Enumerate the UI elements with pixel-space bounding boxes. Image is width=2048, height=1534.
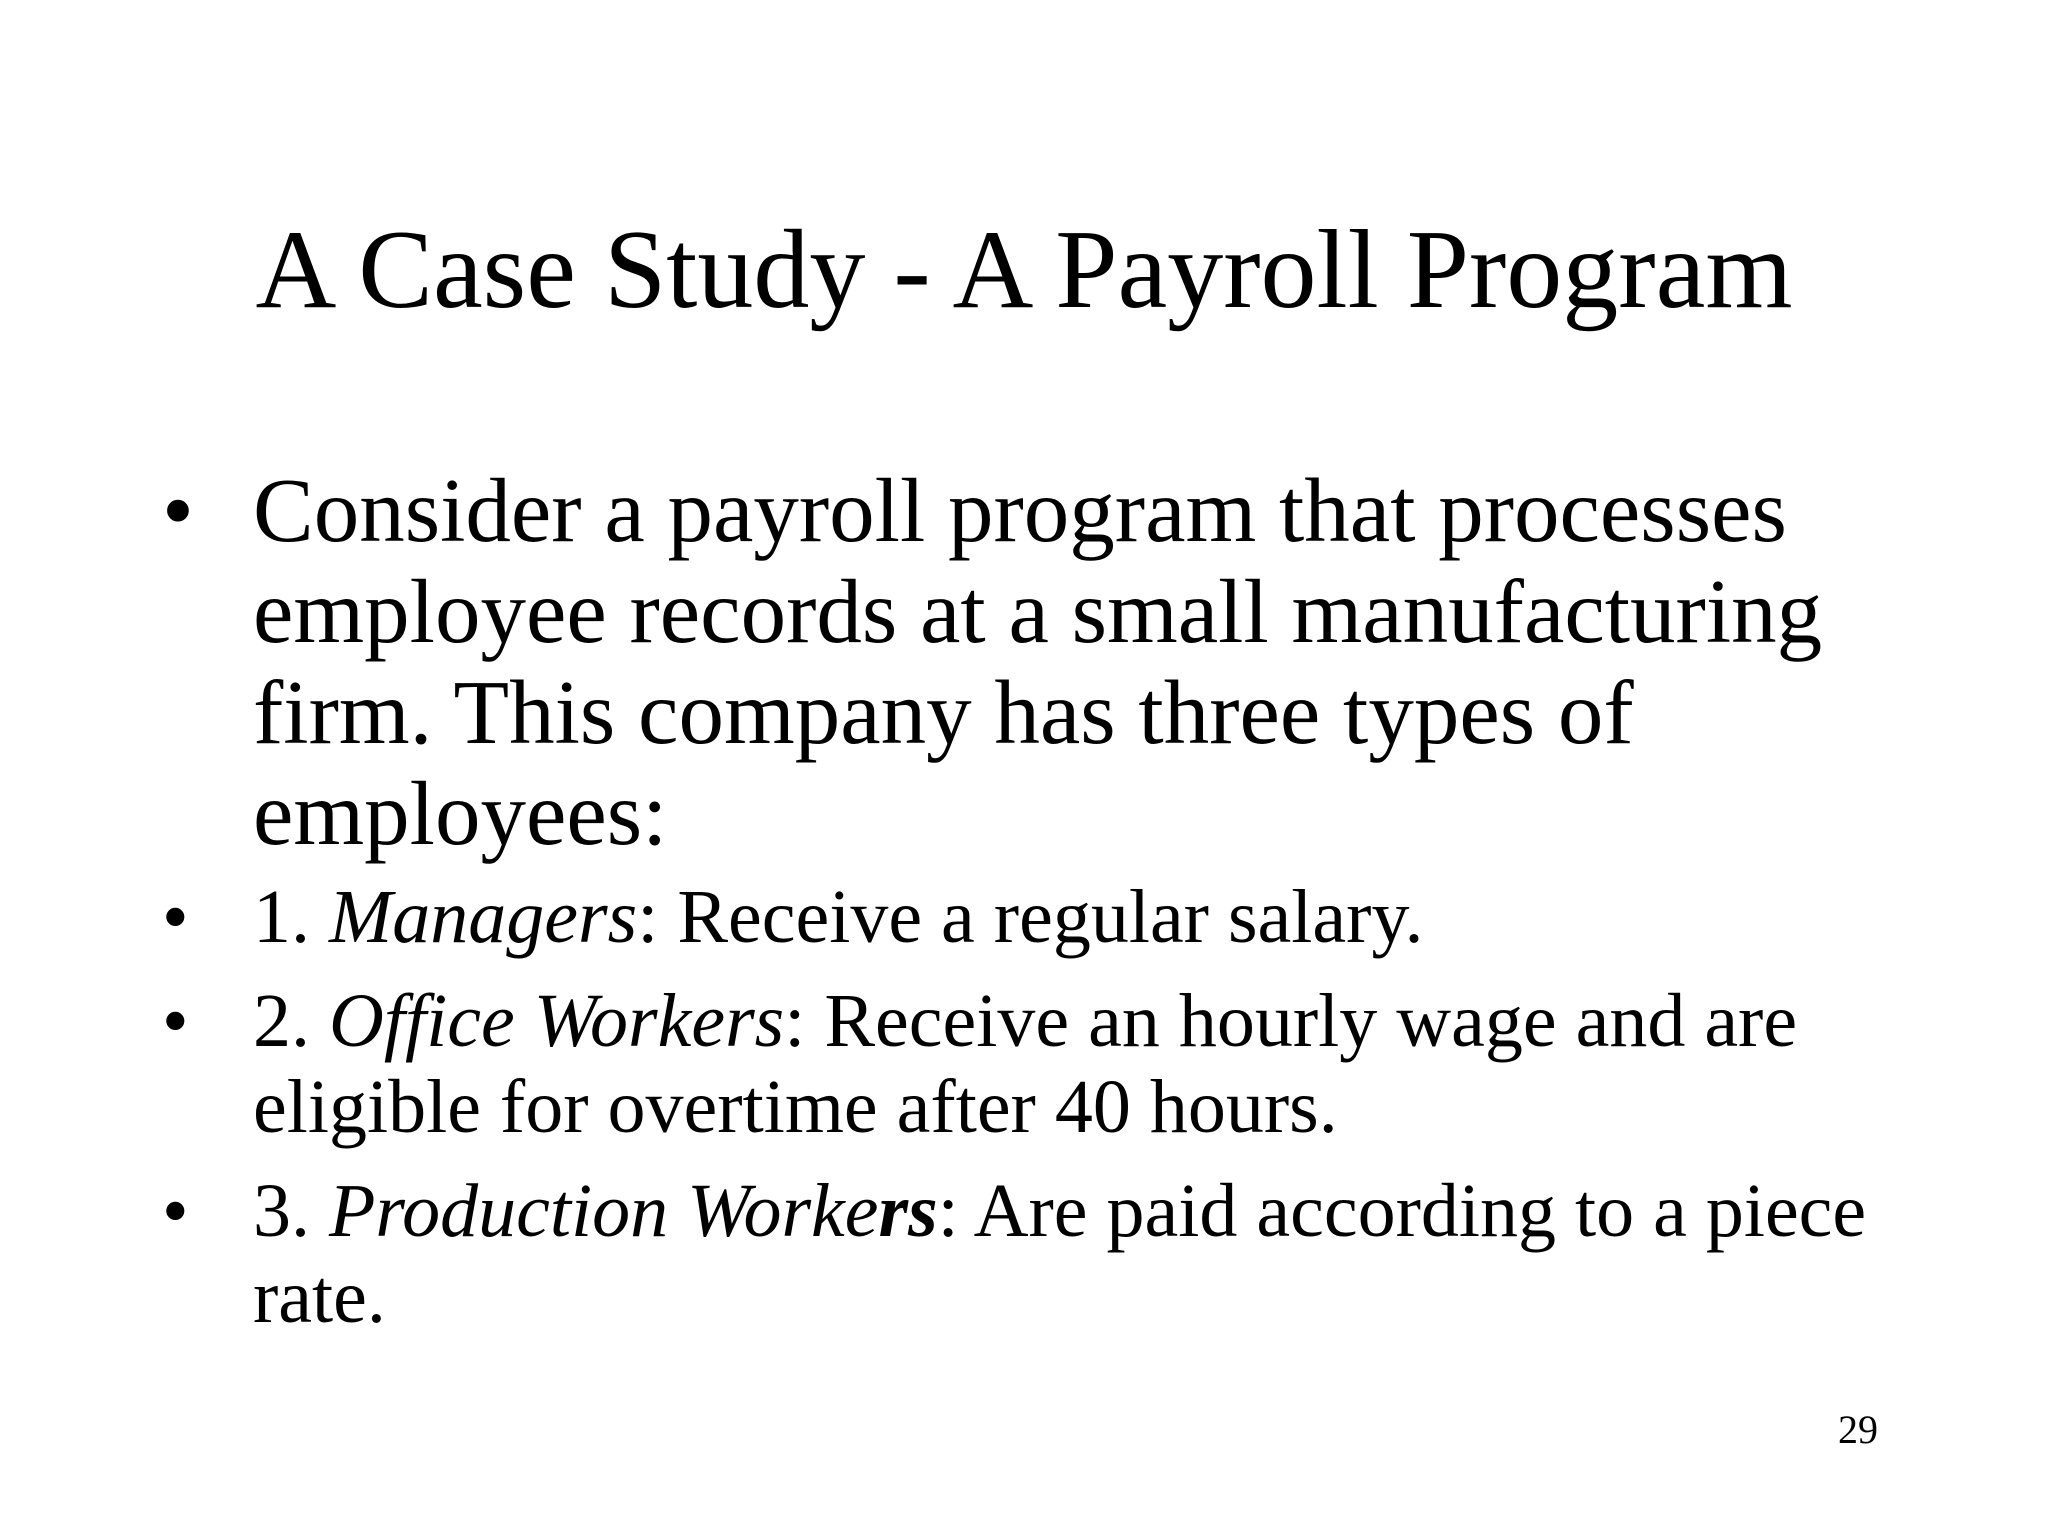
- page-number: 29: [1838, 1407, 1878, 1452]
- bullet-intro-text: Consider a payroll program that processes employee records at a small manufacturing firm. This company has three types of employees:: [253, 460, 1823, 864]
- bullet-dot: •: [162, 1169, 189, 1253]
- bullet-dot: •: [162, 875, 189, 959]
- slide-title: A Case Study - A Payroll Program: [255, 208, 1793, 332]
- bullet-dot: •: [162, 979, 189, 1063]
- term-office-workers: Office Workers: [329, 979, 785, 1063]
- bullet-office-workers: [160, 978, 1880, 1150]
- bullet-managers: [160, 874, 1880, 960]
- bullet-dot: •: [162, 460, 194, 561]
- term-managers: Managers: [329, 875, 638, 959]
- bullet-production-workers: [160, 1168, 1880, 1340]
- term-production-workers-bold-suffix: rs: [878, 1169, 938, 1253]
- bullet-text: : Receive an hourly wage and are eligible for overtime after 40 hours.: [253, 979, 1798, 1149]
- term-production-workers: Production Worke: [329, 1169, 879, 1253]
- bullet-list: [160, 460, 1880, 1358]
- bullet-intro: [160, 460, 1880, 864]
- bullet-number: 3.: [253, 1169, 329, 1253]
- bullet-text: : Receive a regular salary.: [637, 875, 1424, 959]
- bullet-text: : Are paid according to a piece rate.: [253, 1169, 1867, 1339]
- bullet-number: 1.: [253, 875, 329, 959]
- bullet-number: 2.: [253, 979, 329, 1063]
